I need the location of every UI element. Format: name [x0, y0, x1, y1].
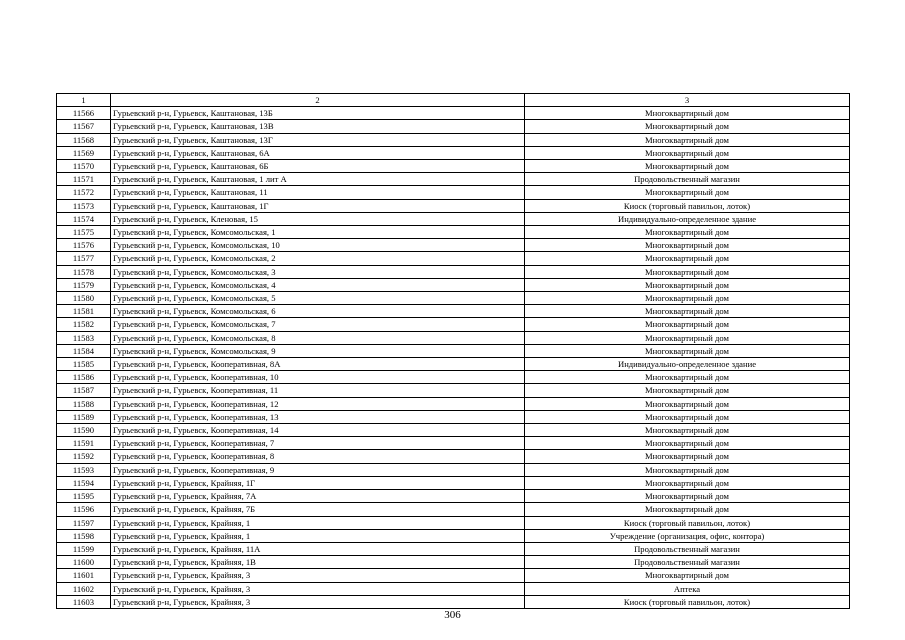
cell-object-type: Многоквартирный дом	[525, 107, 850, 120]
cell-object-type: Многоквартирный дом	[525, 160, 850, 173]
cell-address: Гурьевский р-н, Гурьевск, Комсомольская, 4	[111, 278, 525, 291]
table-row	[57, 186, 850, 199]
cell-object-type: Многоквартирный дом	[525, 490, 850, 503]
cell-number: 11568	[57, 133, 111, 146]
table-row	[57, 437, 850, 450]
cell-address: Гурьевский р-н, Гурьевск, Кооперативная, 7	[111, 437, 525, 450]
table-row	[57, 503, 850, 516]
table-row	[57, 331, 850, 344]
cell-object-type: Многоквартирный дом	[525, 120, 850, 133]
cell-number: 11597	[57, 516, 111, 529]
table-row	[57, 173, 850, 186]
table-row	[57, 476, 850, 489]
registry-table	[56, 93, 850, 609]
cell-object-type: Многоквартирный дом	[525, 292, 850, 305]
cell-number: 11592	[57, 450, 111, 463]
table-row	[57, 358, 850, 371]
cell-number: 11601	[57, 569, 111, 582]
cell-address: Гурьевский р-н, Гурьевск, Комсомольская, 6	[111, 305, 525, 318]
cell-object-type: Многоквартирный дом	[525, 437, 850, 450]
cell-number: 11575	[57, 226, 111, 239]
cell-number: 11587	[57, 384, 111, 397]
cell-object-type: Многоквартирный дом	[525, 265, 850, 278]
table-row	[57, 160, 850, 173]
table-row	[57, 199, 850, 212]
table-row	[57, 265, 850, 278]
cell-number: 11593	[57, 463, 111, 476]
table-row	[57, 305, 850, 318]
table-row	[57, 397, 850, 410]
cell-object-type: Многоквартирный дом	[525, 226, 850, 239]
cell-number: 11584	[57, 344, 111, 357]
table-row	[57, 239, 850, 252]
table-body	[57, 107, 850, 609]
table-row	[57, 371, 850, 384]
table-row	[57, 292, 850, 305]
cell-address: Гурьевский р-н, Гурьевск, Крайняя, 1	[111, 516, 525, 529]
cell-number: 11589	[57, 410, 111, 423]
cell-address: Гурьевский р-н, Гурьевск, Кооперативная, 8	[111, 450, 525, 463]
cell-object-type: Многоквартирный дом	[525, 569, 850, 582]
table-row	[57, 146, 850, 159]
cell-object-type: Многоквартирный дом	[525, 252, 850, 265]
table-row	[57, 424, 850, 437]
cell-address: Гурьевский р-н, Гурьевск, Кооперативная, 11	[111, 384, 525, 397]
column-header-address: 2	[111, 94, 525, 107]
cell-object-type: Киоск (торговый павильон, лоток)	[525, 199, 850, 212]
table-row	[57, 556, 850, 569]
cell-object-type: Аптека	[525, 582, 850, 595]
cell-address: Гурьевский р-н, Гурьевск, Крайняя, 1Г	[111, 476, 525, 489]
table-row	[57, 595, 850, 608]
cell-object-type: Продовольственный магазин	[525, 556, 850, 569]
cell-number: 11580	[57, 292, 111, 305]
cell-object-type: Многоквартирный дом	[525, 146, 850, 159]
cell-address: Гурьевский р-н, Гурьевск, Крайняя, 1В	[111, 556, 525, 569]
cell-object-type: Индивидуально-определенное здание	[525, 212, 850, 225]
cell-number: 11566	[57, 107, 111, 120]
cell-object-type: Многоквартирный дом	[525, 424, 850, 437]
cell-object-type: Многоквартирный дом	[525, 476, 850, 489]
cell-object-type: Киоск (торговый павильон, лоток)	[525, 595, 850, 608]
cell-address: Гурьевский р-н, Гурьевск, Каштановая, 13Г	[111, 133, 525, 146]
cell-object-type: Многоквартирный дом	[525, 186, 850, 199]
cell-object-type: Киоск (торговый павильон, лоток)	[525, 516, 850, 529]
table-row	[57, 226, 850, 239]
cell-object-type: Многоквартирный дом	[525, 133, 850, 146]
table-row	[57, 542, 850, 555]
cell-object-type: Продовольственный магазин	[525, 173, 850, 186]
cell-number: 11581	[57, 305, 111, 318]
page-number: 306	[444, 609, 461, 621]
table-row	[57, 490, 850, 503]
cell-address: Гурьевский р-н, Гурьевск, Каштановая, 6А	[111, 146, 525, 159]
table-row	[57, 344, 850, 357]
table-row	[57, 516, 850, 529]
cell-number: 11582	[57, 318, 111, 331]
cell-object-type: Многоквартирный дом	[525, 397, 850, 410]
cell-number: 11598	[57, 529, 111, 542]
table-row	[57, 410, 850, 423]
cell-address: Гурьевский р-н, Гурьевск, Кооперативная, 8А	[111, 358, 525, 371]
column-header-number: 1	[57, 94, 111, 107]
cell-address: Гурьевский р-н, Гурьевск, Комсомольская, 2	[111, 252, 525, 265]
cell-address: Гурьевский р-н, Гурьевск, Кооперативная, 10	[111, 371, 525, 384]
cell-number: 11576	[57, 239, 111, 252]
table-row	[57, 529, 850, 542]
cell-address: Гурьевский р-н, Гурьевск, Комсомольская, 1	[111, 226, 525, 239]
cell-number: 11586	[57, 371, 111, 384]
cell-address: Гурьевский р-н, Гурьевск, Крайняя, 1	[111, 529, 525, 542]
cell-number: 11591	[57, 437, 111, 450]
cell-object-type: Многоквартирный дом	[525, 371, 850, 384]
cell-number: 11578	[57, 265, 111, 278]
cell-object-type: Многоквартирный дом	[525, 331, 850, 344]
cell-address: Гурьевский р-н, Гурьевск, Комсомольская, 7	[111, 318, 525, 331]
cell-number: 11571	[57, 173, 111, 186]
table-row	[57, 569, 850, 582]
cell-number: 11585	[57, 358, 111, 371]
cell-address: Гурьевский р-н, Гурьевск, Комсомольская, 8	[111, 331, 525, 344]
table-row	[57, 582, 850, 595]
cell-object-type: Многоквартирный дом	[525, 503, 850, 516]
cell-address: Гурьевский р-н, Гурьевск, Крайняя, 11А	[111, 542, 525, 555]
cell-number: 11588	[57, 397, 111, 410]
cell-address: Гурьевский р-н, Гурьевск, Кооперативная, 13	[111, 410, 525, 423]
cell-address: Гурьевский р-н, Гурьевск, Комсомольская, 3	[111, 265, 525, 278]
cell-number: 11599	[57, 542, 111, 555]
cell-number: 11590	[57, 424, 111, 437]
cell-object-type: Многоквартирный дом	[525, 305, 850, 318]
table-row	[57, 212, 850, 225]
cell-address: Гурьевский р-н, Гурьевск, Комсомольская, 10	[111, 239, 525, 252]
cell-address: Гурьевский р-н, Гурьевск, Каштановая, 13Б	[111, 107, 525, 120]
cell-number: 11595	[57, 490, 111, 503]
column-header-object-type: 3	[525, 94, 850, 107]
cell-address: Гурьевский р-н, Гурьевск, Крайняя, 3	[111, 595, 525, 608]
cell-number: 11600	[57, 556, 111, 569]
cell-object-type: Многоквартирный дом	[525, 344, 850, 357]
cell-number: 11573	[57, 199, 111, 212]
cell-address: Гурьевский р-н, Гурьевск, Кооперативная, 12	[111, 397, 525, 410]
cell-address: Гурьевский р-н, Гурьевск, Крайняя, 7А	[111, 490, 525, 503]
cell-number: 11594	[57, 476, 111, 489]
cell-address: Гурьевский р-н, Гурьевск, Крайняя, 3	[111, 569, 525, 582]
cell-address: Гурьевский р-н, Гурьевск, Кленовая, 15	[111, 212, 525, 225]
cell-address: Гурьевский р-н, Гурьевск, Каштановая, 6Б	[111, 160, 525, 173]
cell-object-type: Многоквартирный дом	[525, 318, 850, 331]
table-row	[57, 384, 850, 397]
table-header-row	[57, 94, 850, 107]
cell-object-type: Многоквартирный дом	[525, 410, 850, 423]
table-row	[57, 252, 850, 265]
cell-number: 11603	[57, 595, 111, 608]
cell-address: Гурьевский р-н, Гурьевск, Комсомольская, 9	[111, 344, 525, 357]
cell-number: 11572	[57, 186, 111, 199]
cell-address: Гурьевский р-н, Гурьевск, Каштановая, 11	[111, 186, 525, 199]
cell-number: 11583	[57, 331, 111, 344]
cell-address: Гурьевский р-н, Гурьевск, Каштановая, 1Г	[111, 199, 525, 212]
cell-address: Гурьевский р-н, Гурьевск, Крайняя, 3	[111, 582, 525, 595]
cell-number: 11602	[57, 582, 111, 595]
table-row	[57, 120, 850, 133]
cell-object-type: Многоквартирный дом	[525, 450, 850, 463]
cell-object-type: Индивидуально-определенное здание	[525, 358, 850, 371]
cell-number: 11570	[57, 160, 111, 173]
cell-address: Гурьевский р-н, Гурьевск, Кооперативная, 9	[111, 463, 525, 476]
cell-address: Гурьевский р-н, Гурьевск, Крайняя, 7Б	[111, 503, 525, 516]
cell-object-type: Продовольственный магазин	[525, 542, 850, 555]
table-row	[57, 278, 850, 291]
cell-number: 11579	[57, 278, 111, 291]
cell-object-type: Многоквартирный дом	[525, 278, 850, 291]
cell-object-type: Многоквартирный дом	[525, 384, 850, 397]
table-row	[57, 318, 850, 331]
cell-address: Гурьевский р-н, Гурьевск, Каштановая, 1 лит А	[111, 173, 525, 186]
cell-object-type: Многоквартирный дом	[525, 463, 850, 476]
table-row	[57, 133, 850, 146]
cell-address: Гурьевский р-н, Гурьевск, Комсомольская, 5	[111, 292, 525, 305]
cell-address: Гурьевский р-н, Гурьевск, Кооперативная, 14	[111, 424, 525, 437]
cell-object-type: Учреждение (организация, офис, контора)	[525, 529, 850, 542]
table-row	[57, 450, 850, 463]
cell-number: 11596	[57, 503, 111, 516]
table-row	[57, 107, 850, 120]
cell-number: 11577	[57, 252, 111, 265]
cell-object-type: Многоквартирный дом	[525, 239, 850, 252]
cell-number: 11567	[57, 120, 111, 133]
cell-number: 11569	[57, 146, 111, 159]
cell-number: 11574	[57, 212, 111, 225]
cell-address: Гурьевский р-н, Гурьевск, Каштановая, 13В	[111, 120, 525, 133]
table-row	[57, 463, 850, 476]
